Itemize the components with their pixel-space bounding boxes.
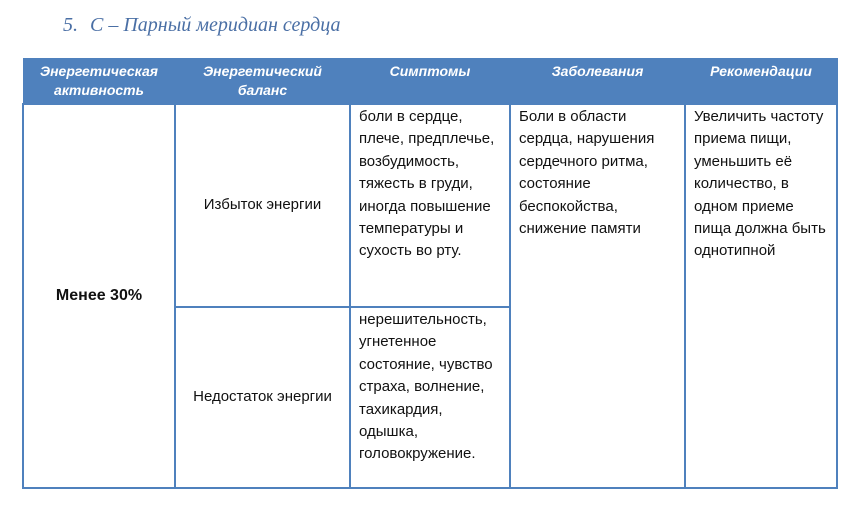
- section-title: С – Парный меридиан сердца: [90, 14, 341, 36]
- section-heading: [63, 14, 341, 37]
- header-energy-activity: Энергетическая активность: [23, 58, 175, 104]
- balance-cell-excess: Избыток энергии: [175, 104, 350, 307]
- table-row: [23, 104, 837, 307]
- header-energy-balance: Энергетический баланс: [175, 58, 350, 104]
- symptoms-cell-deficit: нерешительность, угнетенное состояние, чувство страха, волнение, тахикардия, одышка, головокружение.: [350, 307, 510, 488]
- balance-cell-deficit: Недостаток энергии: [175, 307, 350, 488]
- recommendations-cell: Увеличить частоту приема пищи, уменьшить её количество, в одном приеме пища должна быть однотипной: [685, 104, 837, 488]
- section-number: 5.: [63, 14, 78, 36]
- header-symptoms: Симптомы: [350, 58, 510, 104]
- activity-cell: Менее 30%: [23, 104, 175, 488]
- diseases-cell: Боли в области сердца, нарушения сердечного ритма, состояние беспокойства, снижение памяти: [510, 104, 685, 488]
- header-row: [23, 58, 837, 104]
- header-recommendations: Рекомендации: [685, 58, 837, 104]
- header-diseases: Заболевания: [510, 58, 685, 104]
- symptoms-cell-excess: боли в сердце, плече, предплечье, возбудимость, тяжесть в груди, иногда повышение температуры и сухость во рту.: [350, 104, 510, 307]
- meridian-table: [22, 58, 838, 489]
